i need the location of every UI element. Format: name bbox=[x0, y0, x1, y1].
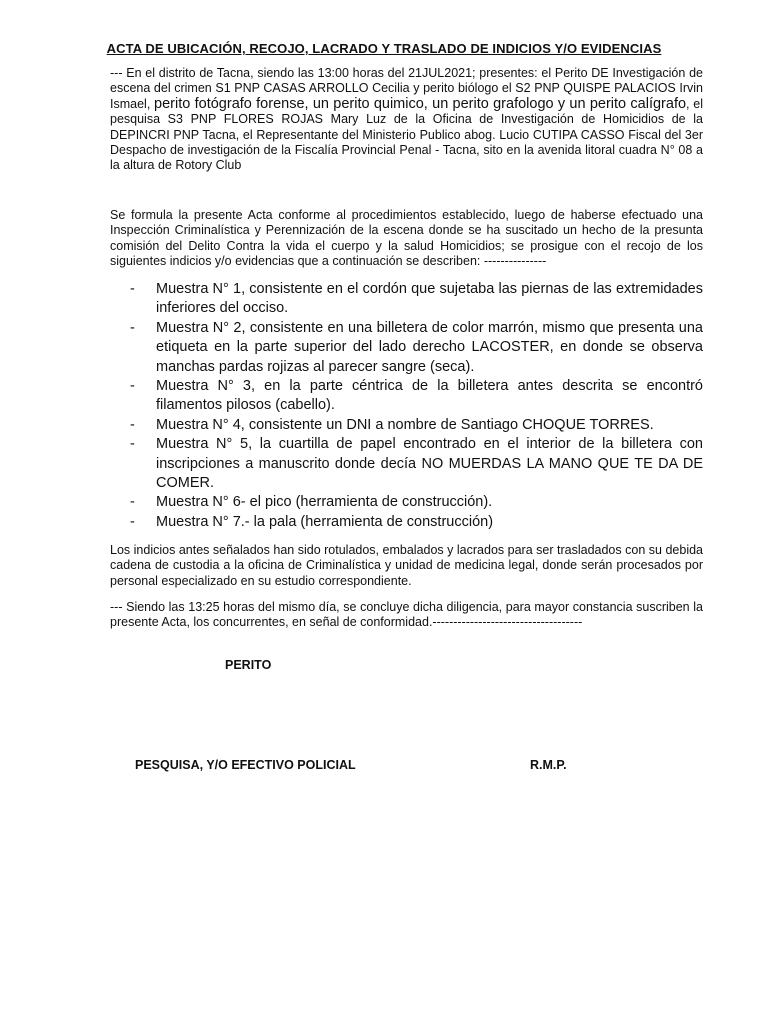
list-item bbox=[110, 416, 703, 435]
intro-paragraph bbox=[110, 66, 703, 174]
muestra-text: Muestra N° 4, consistente un DNI a nombre de Santiago CHOQUE TORRES. bbox=[156, 416, 654, 433]
list-item bbox=[110, 493, 703, 512]
intro-text-part2: perito fotógrafo forense, un perito quimico, un perito grafologo y un perito calígrafo bbox=[154, 95, 687, 112]
muestra-text: Muestra N° 3, en la parte céntrica de la billetera antes descrita se encontró filamentos pilosos (cabello). bbox=[156, 378, 703, 414]
list-bullet: - bbox=[130, 281, 135, 297]
muestras-list bbox=[110, 280, 703, 532]
intro-text-part3: , el pesquisa S3 PNP FLORES ROJAS Mary Luz de la Oficina de Investigación de Homicidios de la DEPINCRI PNP Tacna, el Representante del Ministerio Publico abog. Lucio CUTIPA CASSO Fiscal del 3er Despacho de investigación de la Fiscalía Provincial Penal - Tacna, sito en la avenida litoral cuadra N° 08 a la altura de Rotory Club bbox=[110, 96, 703, 173]
list-bullet: - bbox=[130, 319, 135, 336]
list-bullet: - bbox=[130, 436, 135, 453]
list-item bbox=[110, 513, 703, 532]
intro-text-part1: --- En el distrito de Tacna, siendo las 13:00 horas del 21JUL2021; presentes: el Perito DE Investigación de escena del crimen S1 PNP CASAS ARROLLO Cecilia y perito biólogo el S2 PNP QUISPE PALACIOS Irvin Ismael, bbox=[110, 66, 703, 111]
list-bullet: - bbox=[130, 416, 135, 433]
muestra-text: Muestra N° 7.- la pala (herramienta de construcción) bbox=[156, 513, 494, 530]
closing-paragraph: --- Siendo las 13:25 horas del mismo día, se concluye dicha diligencia, para mayor constancia suscriben la presente Acta, los concurrentes, en señal de conformidad.------------------------------------ bbox=[110, 600, 703, 630]
list-item bbox=[110, 319, 703, 377]
list-item bbox=[110, 280, 703, 319]
indicios-paragraph: Los indicios antes señalados han sido rotulados, embalados y lacrados para ser trasladados con su debida cadena de custodia a la oficina de Criminalística y unidad de medicina legal, donde serán procesados por personal especializado en su estudio correspondiente. bbox=[110, 543, 703, 588]
signature-perito: PERITO bbox=[225, 658, 272, 672]
muestra-text: Muestra N° 6- el pico (herramienta de construcción). bbox=[156, 494, 493, 511]
list-item bbox=[110, 435, 703, 493]
signature-pesquisa: PESQUISA, Y/O EFECTIVO POLICIAL bbox=[135, 758, 356, 772]
muestra-text: Muestra N° 2, consistente en una billetera de color marrón, mismo que presenta una etiqueta en la parte superior del lado derecho LACOSTER, en donde se observa manchas pardas rojizas al parecer sangre (seca). bbox=[156, 319, 703, 375]
signature-rmp: R.M.P. bbox=[530, 758, 567, 772]
formula-paragraph: Se formula la presente Acta conforme al procedimientos establecido, luego de haberse efectuado una Inspección Criminalística y Perennización de la escena donde se ha suscitado un hecho de la presunta comisión del Delito Contra la vida el cuerpo y la salud Homicidios; se prosigue con el recojo de los siguientes indicios y/o evidencias que a continuación se describen: --------------- bbox=[110, 208, 703, 269]
document-title: ACTA DE UBICACIÓN, RECOJO, LACRADO Y TRASLADO DE INDICIOS Y/O EVIDENCIAS bbox=[106, 41, 662, 56]
list-bullet: - bbox=[130, 494, 135, 511]
list-bullet: - bbox=[130, 513, 135, 530]
list-item bbox=[110, 377, 703, 416]
list-bullet: - bbox=[130, 378, 135, 395]
muestra-text: Muestra N° 5, la cuartilla de papel encontrado en el interior de la billetera con inscripciones a manuscrito donde decía NO MUERDAS LA MANO QUE TE DA DE COMER. bbox=[156, 436, 703, 492]
muestra-text: Muestra N° 1, consistente en el cordón que sujetaba las piernas de las extremidades inferiores del occiso. bbox=[156, 281, 703, 317]
